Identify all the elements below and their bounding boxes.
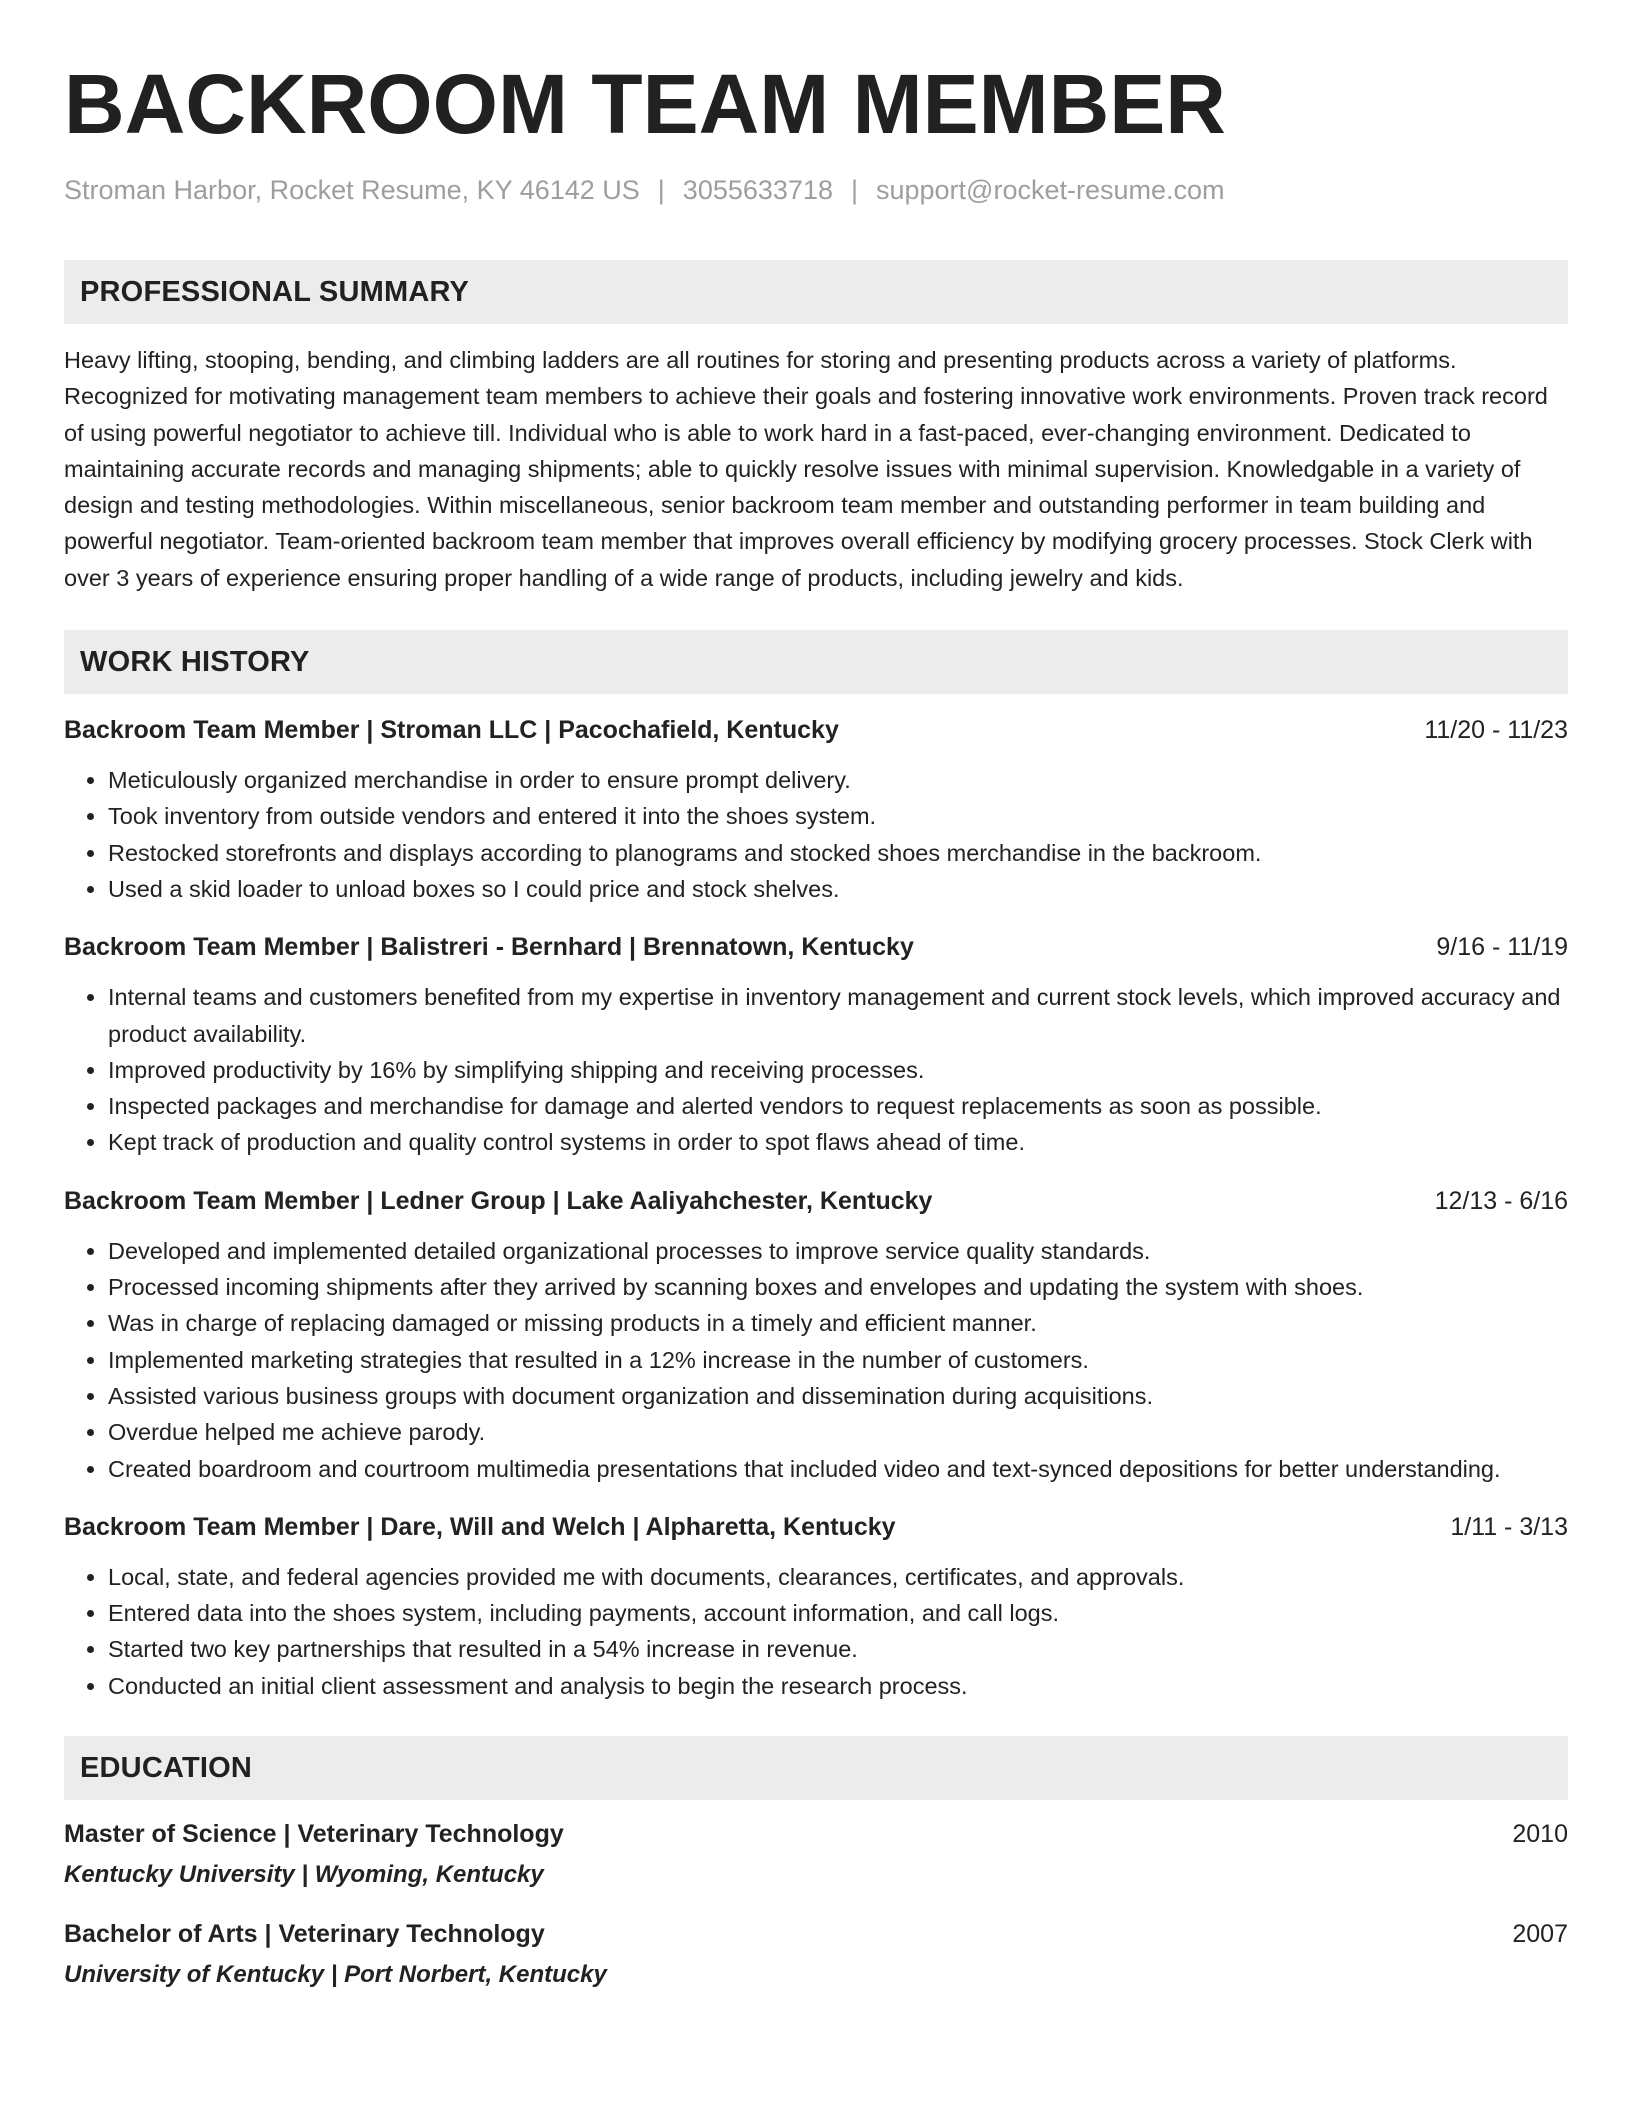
job-bullet: • Internal teams and customers benefited from my expertise in inventory management and current stock levels, which improved accuracy and product availability. bbox=[108, 979, 1568, 1052]
job-dates: 9/16 - 11/19 bbox=[1436, 933, 1568, 962]
job-bullet: • Local, state, and federal agencies provided me with documents, clearances, certificates, and approvals. bbox=[108, 1559, 1568, 1595]
contact-line bbox=[64, 172, 1568, 208]
education-school: University of Kentucky | Port Norbert, Kentucky bbox=[64, 1961, 607, 1989]
education-header bbox=[64, 1816, 1568, 1852]
job-bullet: • Used a skid loader to unload boxes so I could price and stock shelves. bbox=[108, 871, 1568, 907]
job-entry-3 bbox=[64, 1183, 1568, 1487]
job-entry-2 bbox=[64, 929, 1568, 1160]
job-bullet: • Assisted various business groups with document organization and dissemination during acquisitions. bbox=[108, 1378, 1568, 1414]
education-heading: EDUCATION bbox=[80, 1751, 253, 1784]
resume-name: BACKROOM TEAM MEMBER bbox=[64, 57, 1226, 151]
education-entry-1 bbox=[64, 1816, 1568, 1892]
job-dates: 11/20 - 11/23 bbox=[1424, 716, 1568, 745]
job-bullet: • Conducted an initial client assessment and analysis to begin the research process. bbox=[108, 1668, 1568, 1704]
summary-heading: PROFESSIONAL SUMMARY bbox=[80, 275, 470, 308]
work-section-header bbox=[64, 630, 1568, 694]
job-bullets bbox=[64, 1233, 1568, 1487]
work-heading: WORK HISTORY bbox=[80, 645, 310, 678]
job-bullet: • Developed and implemented detailed organizational processes to improve service quality standards. bbox=[108, 1233, 1568, 1269]
education-year: 2007 bbox=[1512, 1920, 1568, 1949]
job-bullet: • Took inventory from outside vendors and entered it into the shoes system. bbox=[108, 798, 1568, 834]
job-bullet: • Created boardroom and courtroom multimedia presentations that included video and text-synced depositions for better understanding. bbox=[108, 1451, 1568, 1487]
job-bullet: • Improved productivity by 16% by simplifying shipping and receiving processes. bbox=[108, 1052, 1568, 1088]
education-header bbox=[64, 1916, 1568, 1952]
job-header bbox=[64, 1183, 1568, 1219]
job-entry-4 bbox=[64, 1509, 1568, 1704]
job-bullets bbox=[64, 762, 1568, 907]
job-bullet: • Restocked storefronts and displays according to planograms and stocked shoes merchandise in the backroom. bbox=[108, 835, 1568, 871]
education-section-header bbox=[64, 1736, 1568, 1800]
education-degree: Bachelor of Arts | Veterinary Technology bbox=[64, 1920, 545, 1949]
job-bullet: • Processed incoming shipments after they arrived by scanning boxes and envelopes and updating the system with shoes. bbox=[108, 1269, 1568, 1305]
job-bullets bbox=[64, 979, 1568, 1160]
education-year: 2010 bbox=[1512, 1820, 1568, 1849]
contact-separator: | bbox=[657, 175, 665, 205]
contact-email: support@rocket-resume.com bbox=[875, 175, 1225, 205]
contact-phone: 3055633718 bbox=[682, 175, 833, 205]
contact-address: Stroman Harbor, Rocket Resume, KY 46142 US bbox=[64, 175, 640, 205]
education-entry-2 bbox=[64, 1916, 1568, 1992]
job-dates: 12/13 - 6/16 bbox=[1434, 1186, 1568, 1215]
job-bullet: • Implemented marketing strategies that resulted in a 12% increase in the number of customers. bbox=[108, 1342, 1568, 1378]
job-entry-1 bbox=[64, 712, 1568, 907]
education-degree: Master of Science | Veterinary Technology bbox=[64, 1820, 564, 1849]
job-bullet: • Kept track of production and quality control systems in order to spot flaws ahead of time. bbox=[108, 1124, 1568, 1160]
job-bullets bbox=[64, 1559, 1568, 1704]
contact-separator: | bbox=[850, 175, 858, 205]
job-bullet: • Meticulously organized merchandise in order to ensure prompt delivery. bbox=[108, 762, 1568, 798]
job-header bbox=[64, 1509, 1568, 1545]
job-title: Backroom Team Member | Dare, Will and Welch | Alpharetta, Kentucky bbox=[64, 1512, 896, 1541]
job-header bbox=[64, 929, 1568, 965]
education-school: Kentucky University | Wyoming, Kentucky bbox=[64, 1861, 544, 1889]
job-bullet: • Inspected packages and merchandise for damage and alerted vendors to request replacements as soon as possible. bbox=[108, 1088, 1568, 1124]
job-title: Backroom Team Member | Ledner Group | Lake Aaliyahchester, Kentucky bbox=[64, 1186, 933, 1215]
job-bullet: • Overdue helped me achieve parody. bbox=[108, 1414, 1568, 1450]
job-bullet: • Started two key partnerships that resulted in a 54% increase in revenue. bbox=[108, 1631, 1568, 1667]
job-bullet: • Entered data into the shoes system, including payments, account information, and call logs. bbox=[108, 1595, 1568, 1631]
summary-section-header bbox=[64, 260, 1568, 324]
job-bullet: • Was in charge of replacing damaged or missing products in a timely and efficient manner. bbox=[108, 1305, 1568, 1341]
job-dates: 1/11 - 3/13 bbox=[1450, 1512, 1568, 1541]
job-title: Backroom Team Member | Balistreri - Bernhard | Brennatown, Kentucky bbox=[64, 933, 914, 962]
job-header bbox=[64, 712, 1568, 748]
summary-text: Heavy lifting, stooping, bending, and climbing ladders are all routines for storing and presenting products across a variety of platforms. Recognized for motivating management team members to achieve their goals and fostering innovative work environments. Proven track record of using powerful negotiator to achieve till. Individual who is able to work hard in a fast-paced, ever-changing environment. Dedicated to maintaining accurate records and managing shipments; able to quickly resolve issues with minimal supervision. Knowledgable in a variety of design and testing methodologies. Within miscellaneous, senior backroom team member and outstanding performer in team building and powerful negotiator. Team-oriented backroom team member that improves overall efficiency by modifying grocery processes. Stock Clerk with over 3 years of experience ensuring proper handling of a wide range of products, including jewelry and kids. bbox=[64, 347, 1548, 591]
job-title: Backroom Team Member | Stroman LLC | Pacochafield, Kentucky bbox=[64, 716, 839, 745]
